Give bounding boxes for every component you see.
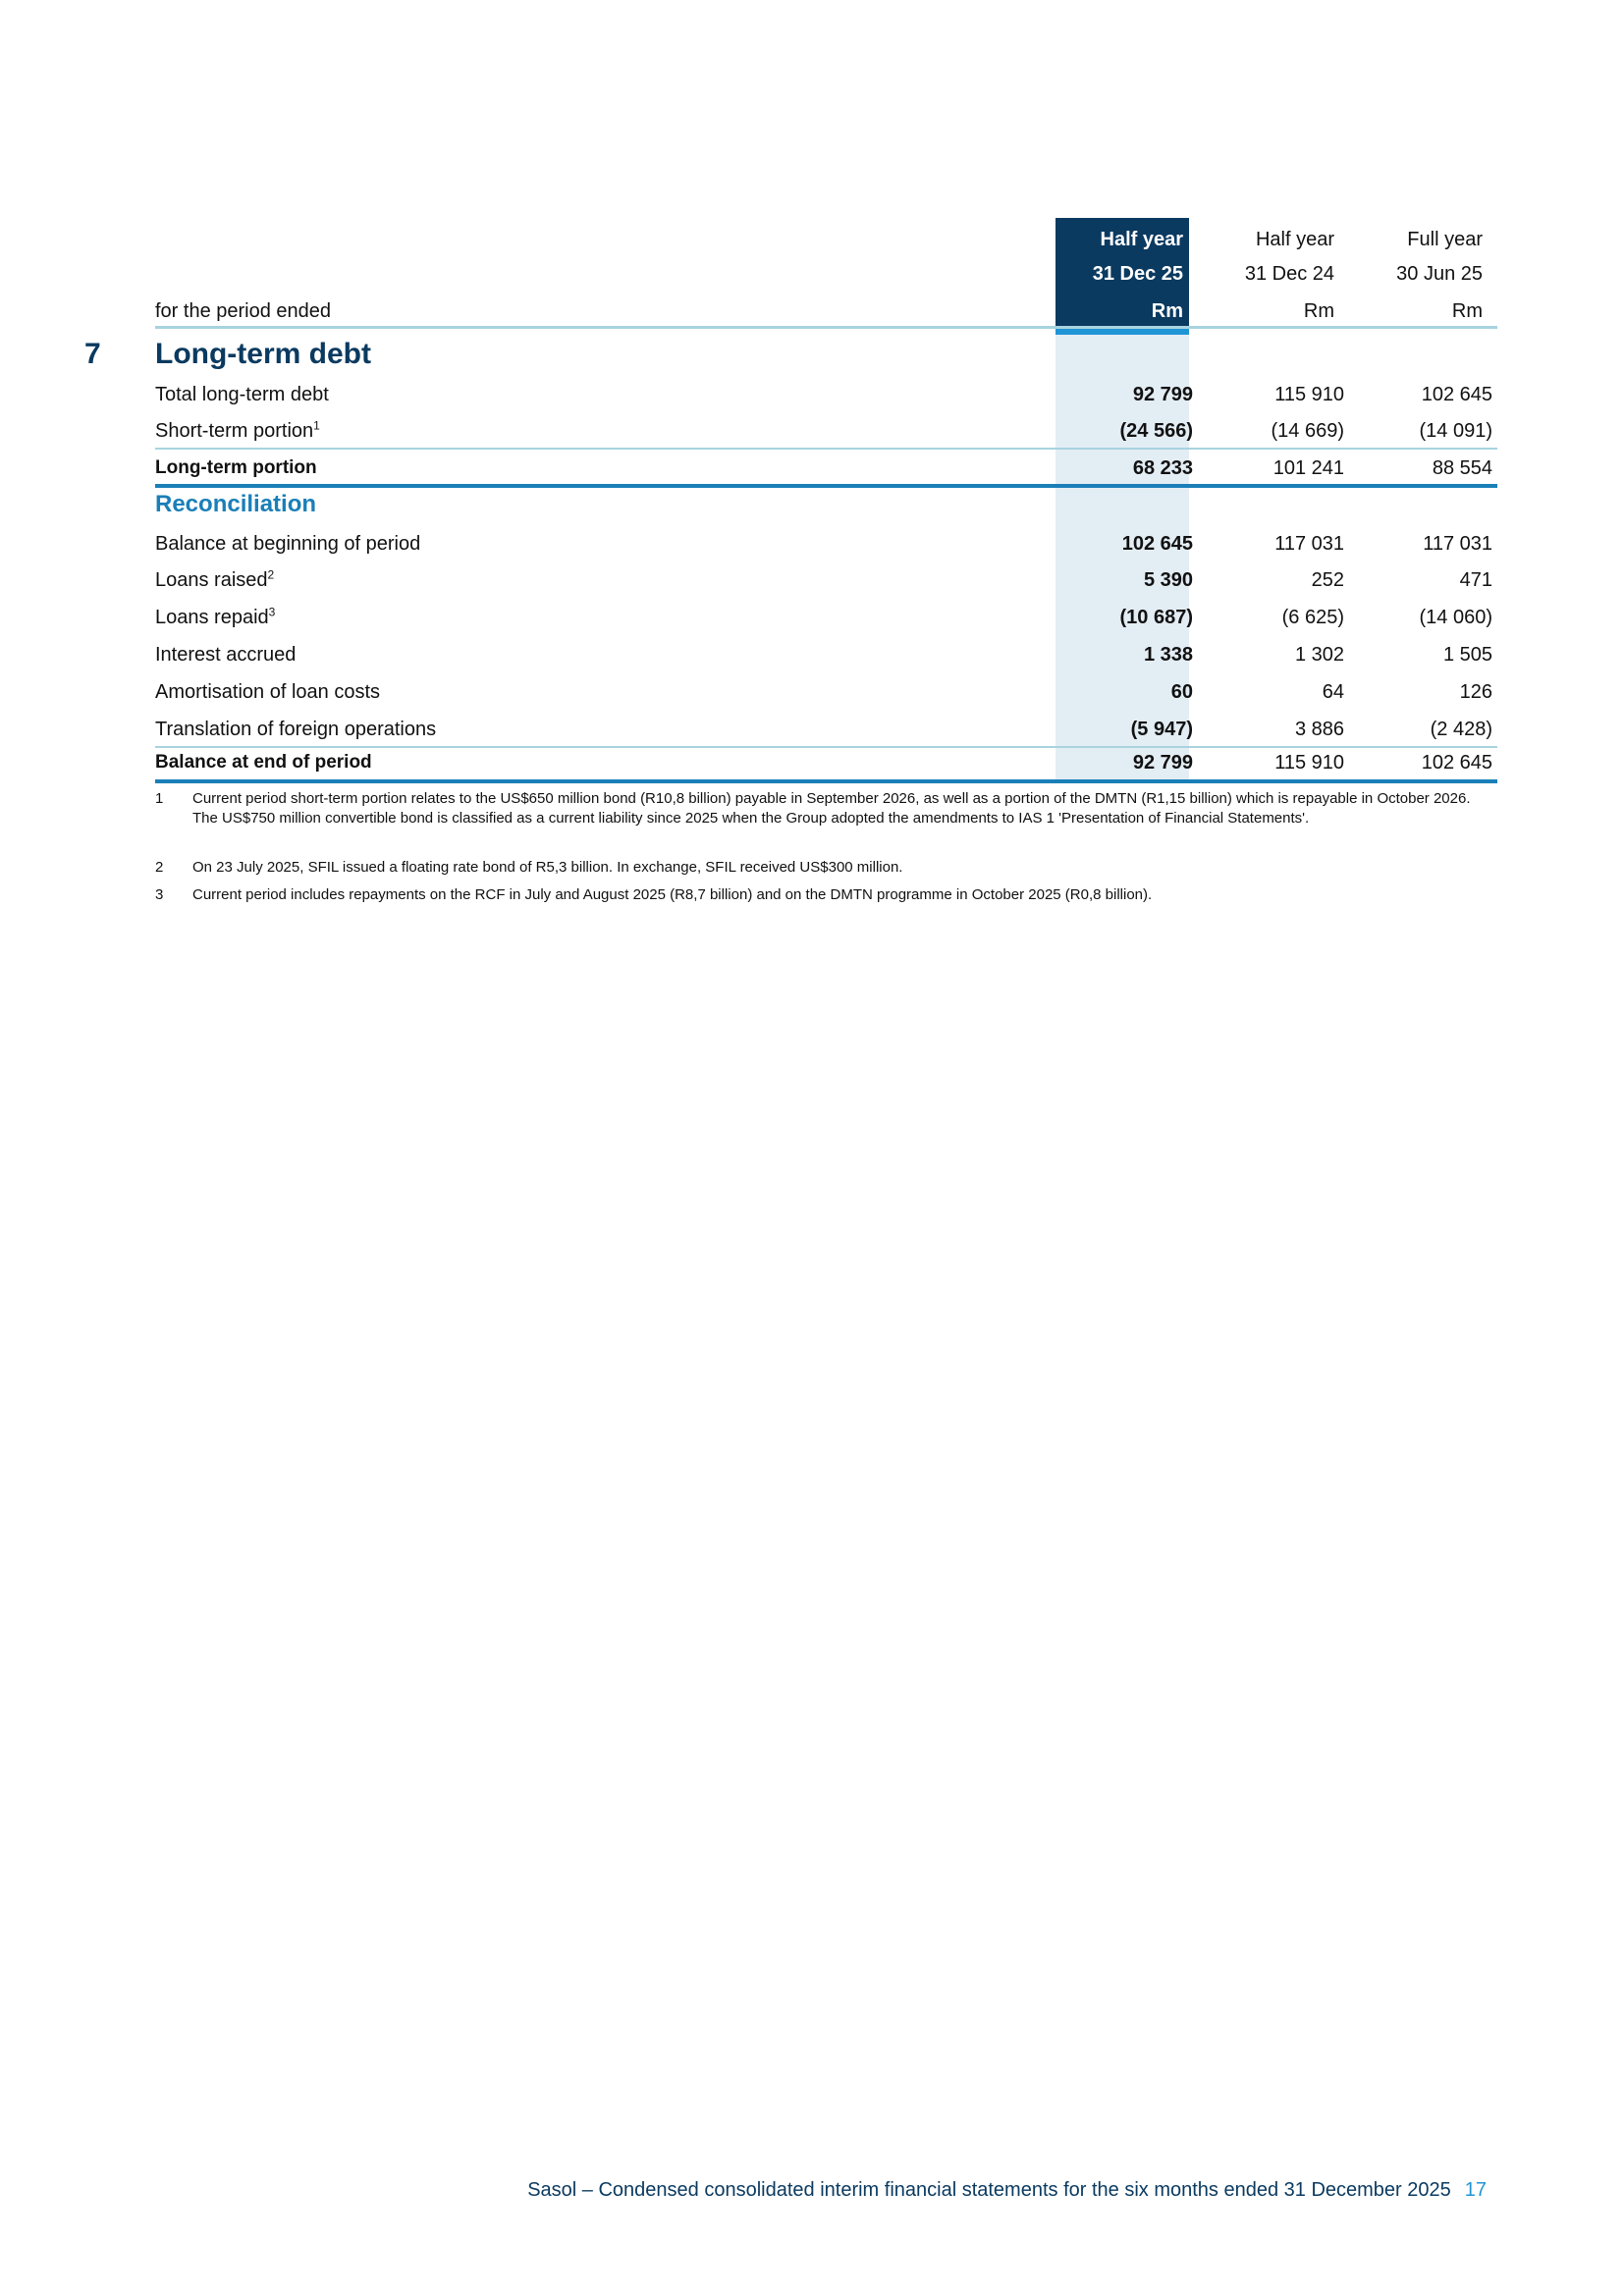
row-value-prior-half: 64 — [1322, 681, 1344, 703]
footnote-number: 1 — [155, 790, 164, 807]
col2-header-line1: Half year — [1255, 229, 1334, 250]
footnote-ref: 3 — [268, 605, 276, 619]
footnote-text: Current period short-term portion relates to the US$650 million bond (R10,8 billion) payable in September 2026, as well as a portion of the DMTN (R1,15 billion) which is repayable in October 2026. The US$750 million convertible bond is classified as a current liability since 2025 when the Group adopted the amendments to IAS 1 'Presentation of Financial Statements'. — [192, 790, 1471, 827]
table-row — [155, 644, 1492, 673]
table-row — [155, 384, 1492, 413]
row-value-current: (24 566) — [1119, 420, 1193, 442]
col1-header-unit: Rm — [1151, 300, 1183, 322]
row-value-current: 5 390 — [1143, 569, 1193, 591]
footnote-ref: 1 — [313, 418, 320, 433]
row-value-full-year: (14 060) — [1419, 607, 1492, 628]
row-label: Balance at beginning of period — [155, 533, 421, 555]
col2-header-unit: Rm — [1303, 300, 1334, 322]
subsection-title: Reconciliation — [155, 491, 317, 517]
subtotal-rule — [155, 746, 1497, 748]
row-value-prior-half: 117 031 — [1274, 533, 1344, 555]
footer-text: Sasol – Condensed consolidated interim financial statements for the six months ended 31 December 2025 — [527, 2179, 1451, 2201]
footnote — [155, 789, 1492, 848]
row-value-current: 1 338 — [1143, 644, 1193, 666]
page-number: 17 — [1464, 2179, 1487, 2201]
row-value-prior-half: 115 910 — [1274, 384, 1344, 405]
total-rule — [155, 484, 1497, 488]
footnote — [155, 885, 1492, 905]
footnote-number: 2 — [155, 859, 164, 876]
footnote-ref: 2 — [267, 567, 275, 582]
table-row — [155, 607, 1492, 636]
row-label: Long-term portion — [155, 457, 317, 478]
table-row-total — [155, 752, 1492, 781]
table-row — [155, 533, 1492, 562]
col3-header-line1: Full year — [1407, 229, 1483, 250]
row-value-full-year: 102 645 — [1421, 752, 1492, 774]
row-value-current: 60 — [1170, 681, 1193, 703]
row-value-full-year: 126 — [1459, 681, 1492, 703]
row-value-prior-half: 115 910 — [1274, 752, 1344, 774]
row-label: Amortisation of loan costs — [155, 681, 380, 703]
col1-header-line1: Half year — [1100, 229, 1183, 250]
period-label: for the period ended — [155, 300, 332, 322]
current-period-accent-bar — [1056, 329, 1189, 335]
row-label: Balance at end of period — [155, 752, 372, 773]
header-rule — [155, 326, 1497, 329]
row-value-full-year: (2 428) — [1430, 719, 1492, 740]
row-label: Total long-term debt — [155, 384, 329, 405]
row-value-prior-half: (6 625) — [1281, 607, 1344, 628]
row-value-current: (5 947) — [1130, 719, 1193, 740]
row-label: Short-term portion$^1$ — [155, 418, 320, 442]
row-value-current: 92 799 — [1132, 752, 1193, 774]
row-value-current: (10 687) — [1119, 607, 1193, 628]
table-row-subtotal — [155, 457, 1492, 487]
row-value-prior-half: 101 241 — [1272, 457, 1344, 479]
section-number: 7 — [84, 338, 101, 370]
table-row — [155, 719, 1492, 748]
row-value-prior-half: 252 — [1311, 569, 1344, 591]
row-value-current: 68 233 — [1132, 457, 1193, 479]
table-row — [155, 420, 1492, 450]
row-value-full-year: 471 — [1459, 569, 1492, 591]
row-value-full-year: (14 091) — [1419, 420, 1492, 442]
row-value-current: 92 799 — [1132, 384, 1193, 405]
row-value-full-year: 117 031 — [1423, 533, 1492, 555]
page-footer — [527, 2179, 1487, 2202]
row-label: Interest accrued — [155, 644, 297, 666]
total-rule — [155, 779, 1497, 783]
row-value-full-year: 88 554 — [1432, 457, 1492, 479]
table-row — [155, 569, 1492, 599]
footnote-text: Current period includes repayments on the RCF in July and August 2025 (R8,7 billion) and on the DMTN programme in October 2025 (R0,8 billion). — [192, 886, 1153, 903]
section-title: Long-term debt — [155, 338, 371, 370]
col2-header-line2: 31 Dec 24 — [1244, 263, 1334, 285]
row-label: Translation of foreign operations — [155, 719, 437, 740]
col3-header-line2: 30 Jun 25 — [1396, 263, 1483, 285]
footnote-text: On 23 July 2025, SFIL issued a floating rate bond of R5,3 billion. In exchange, SFIL received US$300 million. — [192, 859, 903, 876]
row-value-full-year: 1 505 — [1442, 644, 1492, 666]
row-value-full-year: 102 645 — [1421, 384, 1492, 405]
footnote-number: 3 — [155, 886, 164, 903]
table-row — [155, 681, 1492, 711]
footnote — [155, 858, 1492, 878]
col3-header-unit: Rm — [1451, 300, 1483, 322]
row-value-prior-half: (14 669) — [1271, 420, 1344, 442]
row-value-current: 102 645 — [1121, 533, 1193, 555]
row-label: Loans repaid$^3$ — [155, 605, 276, 628]
col1-header-line2: 31 Dec 25 — [1092, 263, 1183, 285]
row-value-prior-half: 3 886 — [1294, 719, 1344, 740]
subtotal-rule — [155, 448, 1497, 450]
row-value-prior-half: 1 302 — [1294, 644, 1344, 666]
row-label: Loans raised$^2$ — [155, 567, 275, 591]
